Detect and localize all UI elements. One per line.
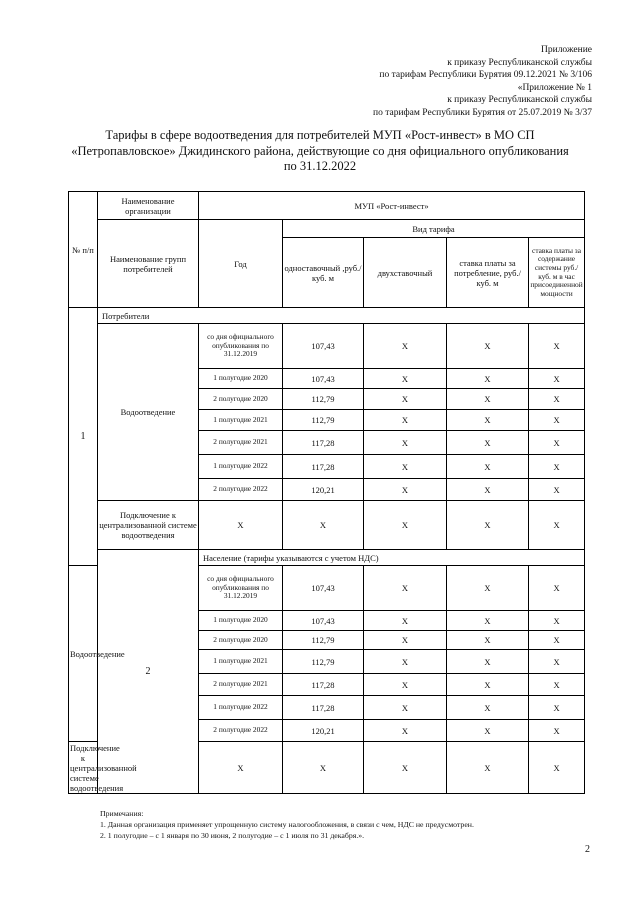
consumption-rate-value: X — [447, 479, 529, 501]
section-title: Население (тарифы указываются с учетом НДС) — [199, 550, 585, 566]
one-rate-value: 117,28 — [283, 455, 364, 479]
two-rate-value: X — [364, 566, 447, 611]
connection-value: X — [529, 742, 585, 794]
connection-value: X — [199, 742, 283, 794]
connection-value: X — [199, 501, 283, 550]
col-header-num: № п/п — [69, 192, 98, 308]
consumption-rate-value: X — [447, 324, 529, 369]
consumption-rate-value: X — [447, 431, 529, 455]
note-item: 2. 1 полугодие – с 1 января по 30 июня, 2 полугодие – с 1 июля по 31 декабря.». — [100, 831, 365, 840]
consumption-rate-value: X — [447, 369, 529, 389]
two-rate-value: X — [364, 674, 447, 696]
consumption-rate-value: X — [447, 410, 529, 431]
one-rate-value: 107,43 — [283, 611, 364, 631]
header-line: Приложение — [541, 45, 592, 55]
connection-service: Подключение к централизованной системе водоотведения — [70, 742, 137, 793]
connection-value: X — [364, 742, 447, 794]
one-rate-value: 117,28 — [283, 431, 364, 455]
one-rate-value: 112,79 — [283, 650, 364, 674]
year-cell: со дня официального опубликования по 31.12.2019 — [199, 324, 283, 369]
consumption-rate-value: X — [447, 389, 529, 410]
header-line: к приказу Республиканской службы — [447, 95, 592, 106]
notes-block — [100, 808, 474, 841]
maintenance-rate-value: X — [529, 611, 585, 631]
two-rate-value: X — [364, 720, 447, 742]
one-rate-value: 112,79 — [283, 631, 364, 650]
consumption-rate-value: X — [447, 611, 529, 631]
two-rate-value: X — [364, 410, 447, 431]
note-item: 1. Данная организация применяет упрощенную систему налогообложения, в связи с чем, НДС не предусмотрен. — [100, 820, 474, 829]
maintenance-rate-value: X — [529, 369, 585, 389]
consumption-rate-value: X — [447, 674, 529, 696]
two-rate-value: X — [364, 650, 447, 674]
year-cell: 1 полугодие 2020 — [199, 369, 283, 389]
year-cell: 1 полугодие 2020 — [199, 611, 283, 631]
col-header-consumption-rate: ставка платы за потребление, руб./ куб. м — [447, 238, 529, 308]
one-rate-value: 107,43 — [283, 369, 364, 389]
one-rate-value: 107,43 — [283, 324, 364, 369]
connection-value: X — [364, 501, 447, 550]
one-rate-value: 117,28 — [283, 674, 364, 696]
title-line: по 31.12.2022 — [283, 159, 357, 173]
year-cell: 2 полугодие 2021 — [199, 674, 283, 696]
one-rate-value: 112,79 — [283, 389, 364, 410]
consumption-rate-value: X — [447, 455, 529, 479]
section-number: 2 — [98, 550, 199, 794]
one-rate-value: 117,28 — [283, 696, 364, 720]
one-rate-value: 107,43 — [283, 566, 364, 611]
header-block — [373, 44, 592, 120]
connection-value: X — [529, 501, 585, 550]
org-name: МУП «Рост-инвест» — [199, 192, 585, 220]
consumption-rate-value: X — [447, 720, 529, 742]
header-line: по тарифам Республики Бурятия 09.12.2021 № 3/106 — [379, 70, 592, 81]
col-header-org: Наименование организации — [98, 192, 199, 220]
two-rate-value: X — [364, 479, 447, 501]
col-header-groups: Наименование групп потребителей — [98, 220, 199, 308]
maintenance-rate-value: X — [529, 674, 585, 696]
consumption-rate-value: X — [447, 696, 529, 720]
section-number: 1 — [69, 308, 98, 566]
title-line: Тарифы в сфере водоотведения для потребителей МУП «Рост-инвест» в МО СП — [105, 128, 535, 142]
year-cell: 2 полугодие 2022 — [199, 720, 283, 742]
service-name: Водоотведение — [98, 324, 199, 501]
year-cell: 2 полугодие 2020 — [199, 631, 283, 650]
col-header-one-rate: одноставочный ,руб./ куб. м — [283, 238, 364, 308]
connection-value: X — [283, 501, 364, 550]
maintenance-rate-value: X — [529, 479, 585, 501]
document-title — [40, 128, 600, 175]
two-rate-value: X — [364, 324, 447, 369]
maintenance-rate-value: X — [529, 410, 585, 431]
connection-value: X — [447, 742, 529, 794]
col-header-tariff-kind: Вид тарифа — [283, 220, 585, 238]
col-header-two-rate: двухставочный — [364, 238, 447, 308]
one-rate-value: 120,21 — [283, 479, 364, 501]
maintenance-rate-value: X — [529, 720, 585, 742]
year-cell: со дня официального опубликования по 31.12.2019 — [199, 566, 283, 611]
maintenance-rate-value: X — [529, 631, 585, 650]
year-cell: 2 полугодие 2022 — [199, 479, 283, 501]
page-number: 2 — [585, 844, 590, 855]
title-line: «Петропавловское» Джидинского района, действующие со дня официального опубликования — [71, 143, 569, 158]
two-rate-value: X — [364, 696, 447, 720]
tariff-table — [68, 191, 585, 794]
notes-title: Примечания: — [100, 809, 144, 818]
one-rate-value: 112,79 — [283, 410, 364, 431]
two-rate-value: X — [364, 611, 447, 631]
maintenance-rate-value: X — [529, 431, 585, 455]
section-title: Потребители — [98, 308, 585, 324]
connection-value: X — [283, 742, 364, 794]
consumption-rate-value: X — [447, 566, 529, 611]
maintenance-rate-value: X — [529, 696, 585, 720]
consumption-rate-value: X — [447, 631, 529, 650]
two-rate-value: X — [364, 369, 447, 389]
year-cell: 1 полугодие 2021 — [199, 410, 283, 431]
year-cell: 1 полугодие 2021 — [199, 650, 283, 674]
two-rate-value: X — [364, 455, 447, 479]
two-rate-value: X — [364, 431, 447, 455]
maintenance-rate-value: X — [529, 650, 585, 674]
two-rate-value: X — [364, 631, 447, 650]
col-header-maintenance-rate: ставка платы за содержание системы руб./куб. м в час присоединенной мощности — [529, 238, 585, 308]
year-cell: 1 полугодие 2022 — [199, 696, 283, 720]
maintenance-rate-value: X — [529, 324, 585, 369]
header-line: к приказу Республиканской службы — [447, 57, 592, 68]
maintenance-rate-value: X — [529, 566, 585, 611]
connection-service: Подключение к централизованной системе водоотведения — [98, 501, 199, 550]
year-cell: 2 полугодие 2021 — [199, 431, 283, 455]
header-line: «Приложение № 1 — [517, 82, 592, 93]
service-name: Водоотведение — [69, 566, 98, 742]
year-cell: 2 полугодие 2020 — [199, 389, 283, 410]
consumption-rate-value: X — [447, 650, 529, 674]
maintenance-rate-value: X — [529, 455, 585, 479]
header-line: по тарифам Республики Бурятия от 25.07.2019 № 3/37 — [373, 107, 592, 118]
two-rate-value: X — [364, 389, 447, 410]
col-header-year: Год — [199, 220, 283, 308]
maintenance-rate-value: X — [529, 389, 585, 410]
connection-value: X — [447, 501, 529, 550]
year-cell: 1 полугодие 2022 — [199, 455, 283, 479]
one-rate-value: 120,21 — [283, 720, 364, 742]
